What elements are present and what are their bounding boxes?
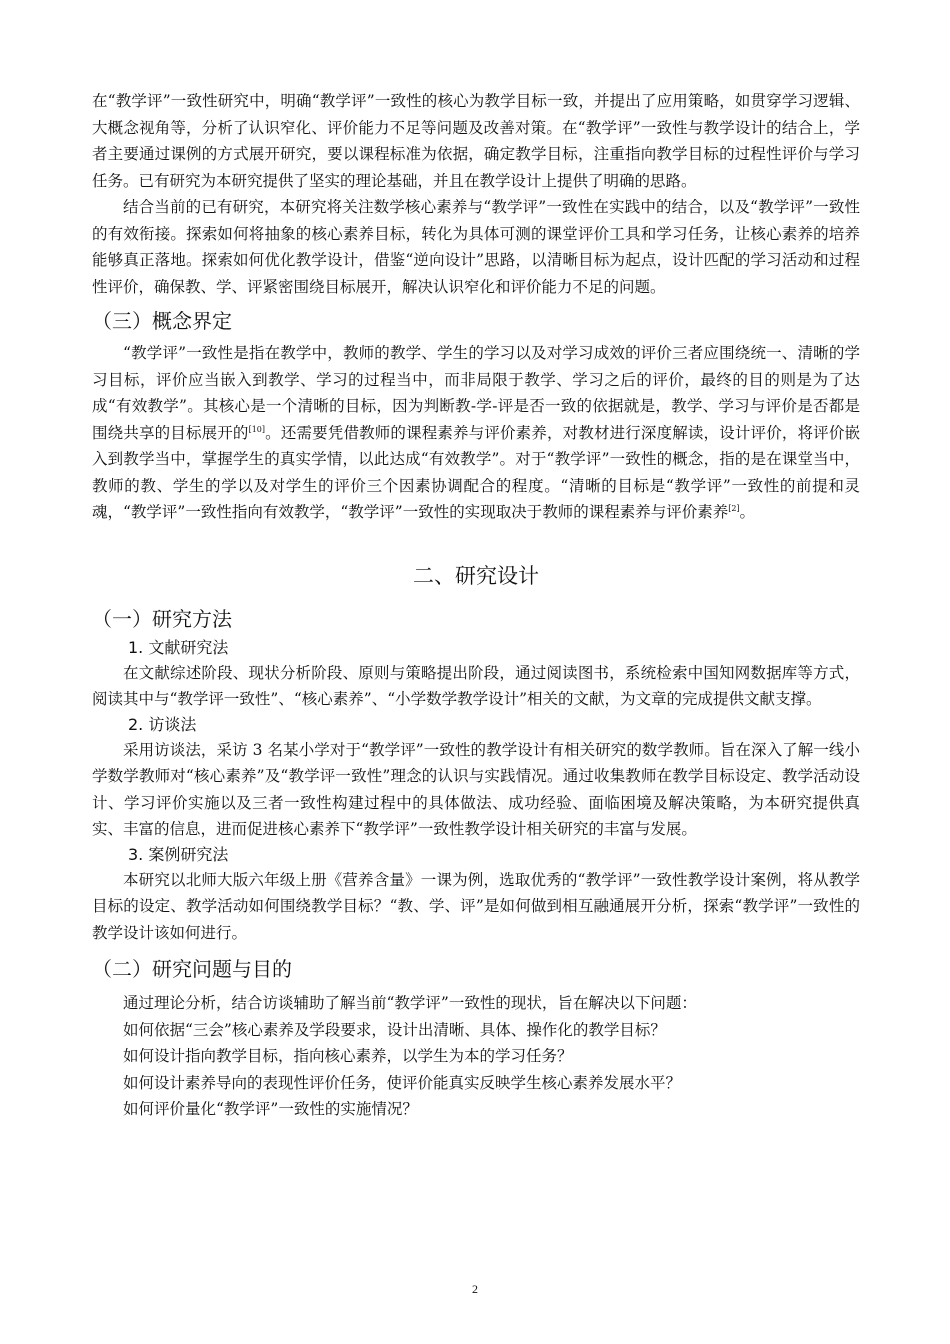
paragraph-literature-method: 在文献综述阶段、现状分析阶段、原则与策略提出阶段，通过阅读图书，系统检索中国知网数据库等方式，阅读其中与“教学评一致性”、“核心素养”、“小学数学教学设计”相关的文献，为文章的完成提供文献支撑。 [92, 663, 860, 708]
heading-interview-method: 2. 访谈法 [128, 714, 197, 734]
paragraph-concept [92, 340, 860, 526]
question-item: 如何设计指向教学目标，指向核心素养，以学生为本的学习任务？ [123, 1047, 573, 1065]
heading-research-questions: （二）研究问题与目的 [92, 957, 292, 981]
heading-research-methods: （一）研究方法 [92, 606, 232, 631]
question-item: 如何设计素养导向的表现性评价任务，使评价能真实反映学生核心素养发展水平？ [123, 1073, 682, 1092]
paragraph-case-study-method: 本研究以北师大版六年级上册《营养含量》一课为例，选取优秀的“教学评”一致性教学设计案例，将从教学目标的设定、教学活动如何围绕教学目标？“教、学、评”是如何做到相互融通展开分析，探索“教学评”一致性的教学设计该如何进行。 [92, 870, 860, 942]
citation-10: [10] [248, 424, 265, 434]
heading-literature-method: 1. 文献研究法 [128, 637, 229, 657]
heading-case-study-method: 3. 案例研究法 [128, 844, 229, 864]
paragraph-prior-research: 在“教学评”一致性研究中，明确“教学评”一致性的核心为教学目标一致，并提出了应用策略，如贯穿学习逻辑、大概念视角等，分析了认识窄化、评价能力不足等问题及改善对策。在“教学评”一致性与教学设计的结合上，学者主要通过课例的方式展开研究，要以课程标准为依据，确定教学目标，注重指向教学目标的过程性评价与学习任务。已有研究为本研究提供了坚实的理论基础，并且在教学设计上提供了明确的思路。 [92, 92, 860, 190]
question-item: 如何评价量化“教学评”一致性的实施情况？ [123, 1100, 418, 1118]
heading-concept-definition: （三）概念界定 [92, 309, 232, 333]
document-page [92, 88, 860, 1123]
concept-text-a: “教学评”一致性是指在教学中，教师的教学、学生的学习以及对学习成效的评价三者应围绕统一、清晰的学习目标，评价应当嵌入到教学、学习的过程当中，而非局限于教学、学习之后的评价，最终的目的则是为了达成“有效教学”。其核心是一个清晰的目标，因为判断教-学-评是否一致的依据就是，教学、学习与评价是否都是围绕共享的目标展开的 [92, 344, 860, 442]
concept-text-c: 。 [739, 503, 756, 521]
question-item: 如何依据“三会”核心素养及学段要求，设计出清晰、具体、操作化的教学目标？ [123, 1020, 666, 1039]
page-number: 2 [472, 1282, 478, 1296]
paragraph-interview-method: 采用访谈法，采访 3 名某小学对于“教学评”一致性的教学设计有相关研究的数学教师。旨在深入了解一线小学数学教师对“核心素养”及“教学评一致性”理念的认识与实践情况。通过收集教师在教学目标设定、教学活动设计、学习评价实施以及三者一致性构建过程中的具体做法、成功经验、面临困境及解决策略，为本研究提供真实、丰富的信息，进而促进核心素养下“教学评”一致性教学设计相关研究的丰富与发展。 [92, 740, 860, 838]
citation-2: [2] [728, 503, 740, 513]
concept-text-b: 。还需要凭借教师的课程素养与评价素养，对教材进行深度解读，设计评价，将评价嵌入到教学当中，掌握学生的真实学情，以此达成“有效教学”。对于“教学评”一致性的概念，指的是在课堂当中，教师的教、学生的学以及对学生的评价三个因素协调配合的程度。“清晰的目标是“教学评”一致性的前提和灵魂，“教学评”一致性指向有效教学，“教学评”一致性的实现取决于教师的课程素养与评价素养 [92, 423, 860, 521]
question-intro: 通过理论分析，结合访谈辅助了解当前“教学评”一致性的现状，旨在解决以下问题： [123, 994, 697, 1012]
heading-research-design: 二、研究设计 [413, 563, 539, 588]
paragraph-research-focus: 结合当前的已有研究，本研究将关注数学核心素养与“教学评”一致性在实践中的结合，以及“教学评”一致性的有效衔接。探索如何将抽象的核心素养目标，转化为具体可测的课堂评价工具和学习任务，让核心素养的培养能够真正落地。探索如何优化教学设计，借鉴“逆向设计”思路，以清晰目标为起点，设计匹配的学习活动和过程性评价，确保教、学、评紧密围绕目标展开，解决认识窄化和评价能力不足的问题。 [92, 198, 860, 296]
